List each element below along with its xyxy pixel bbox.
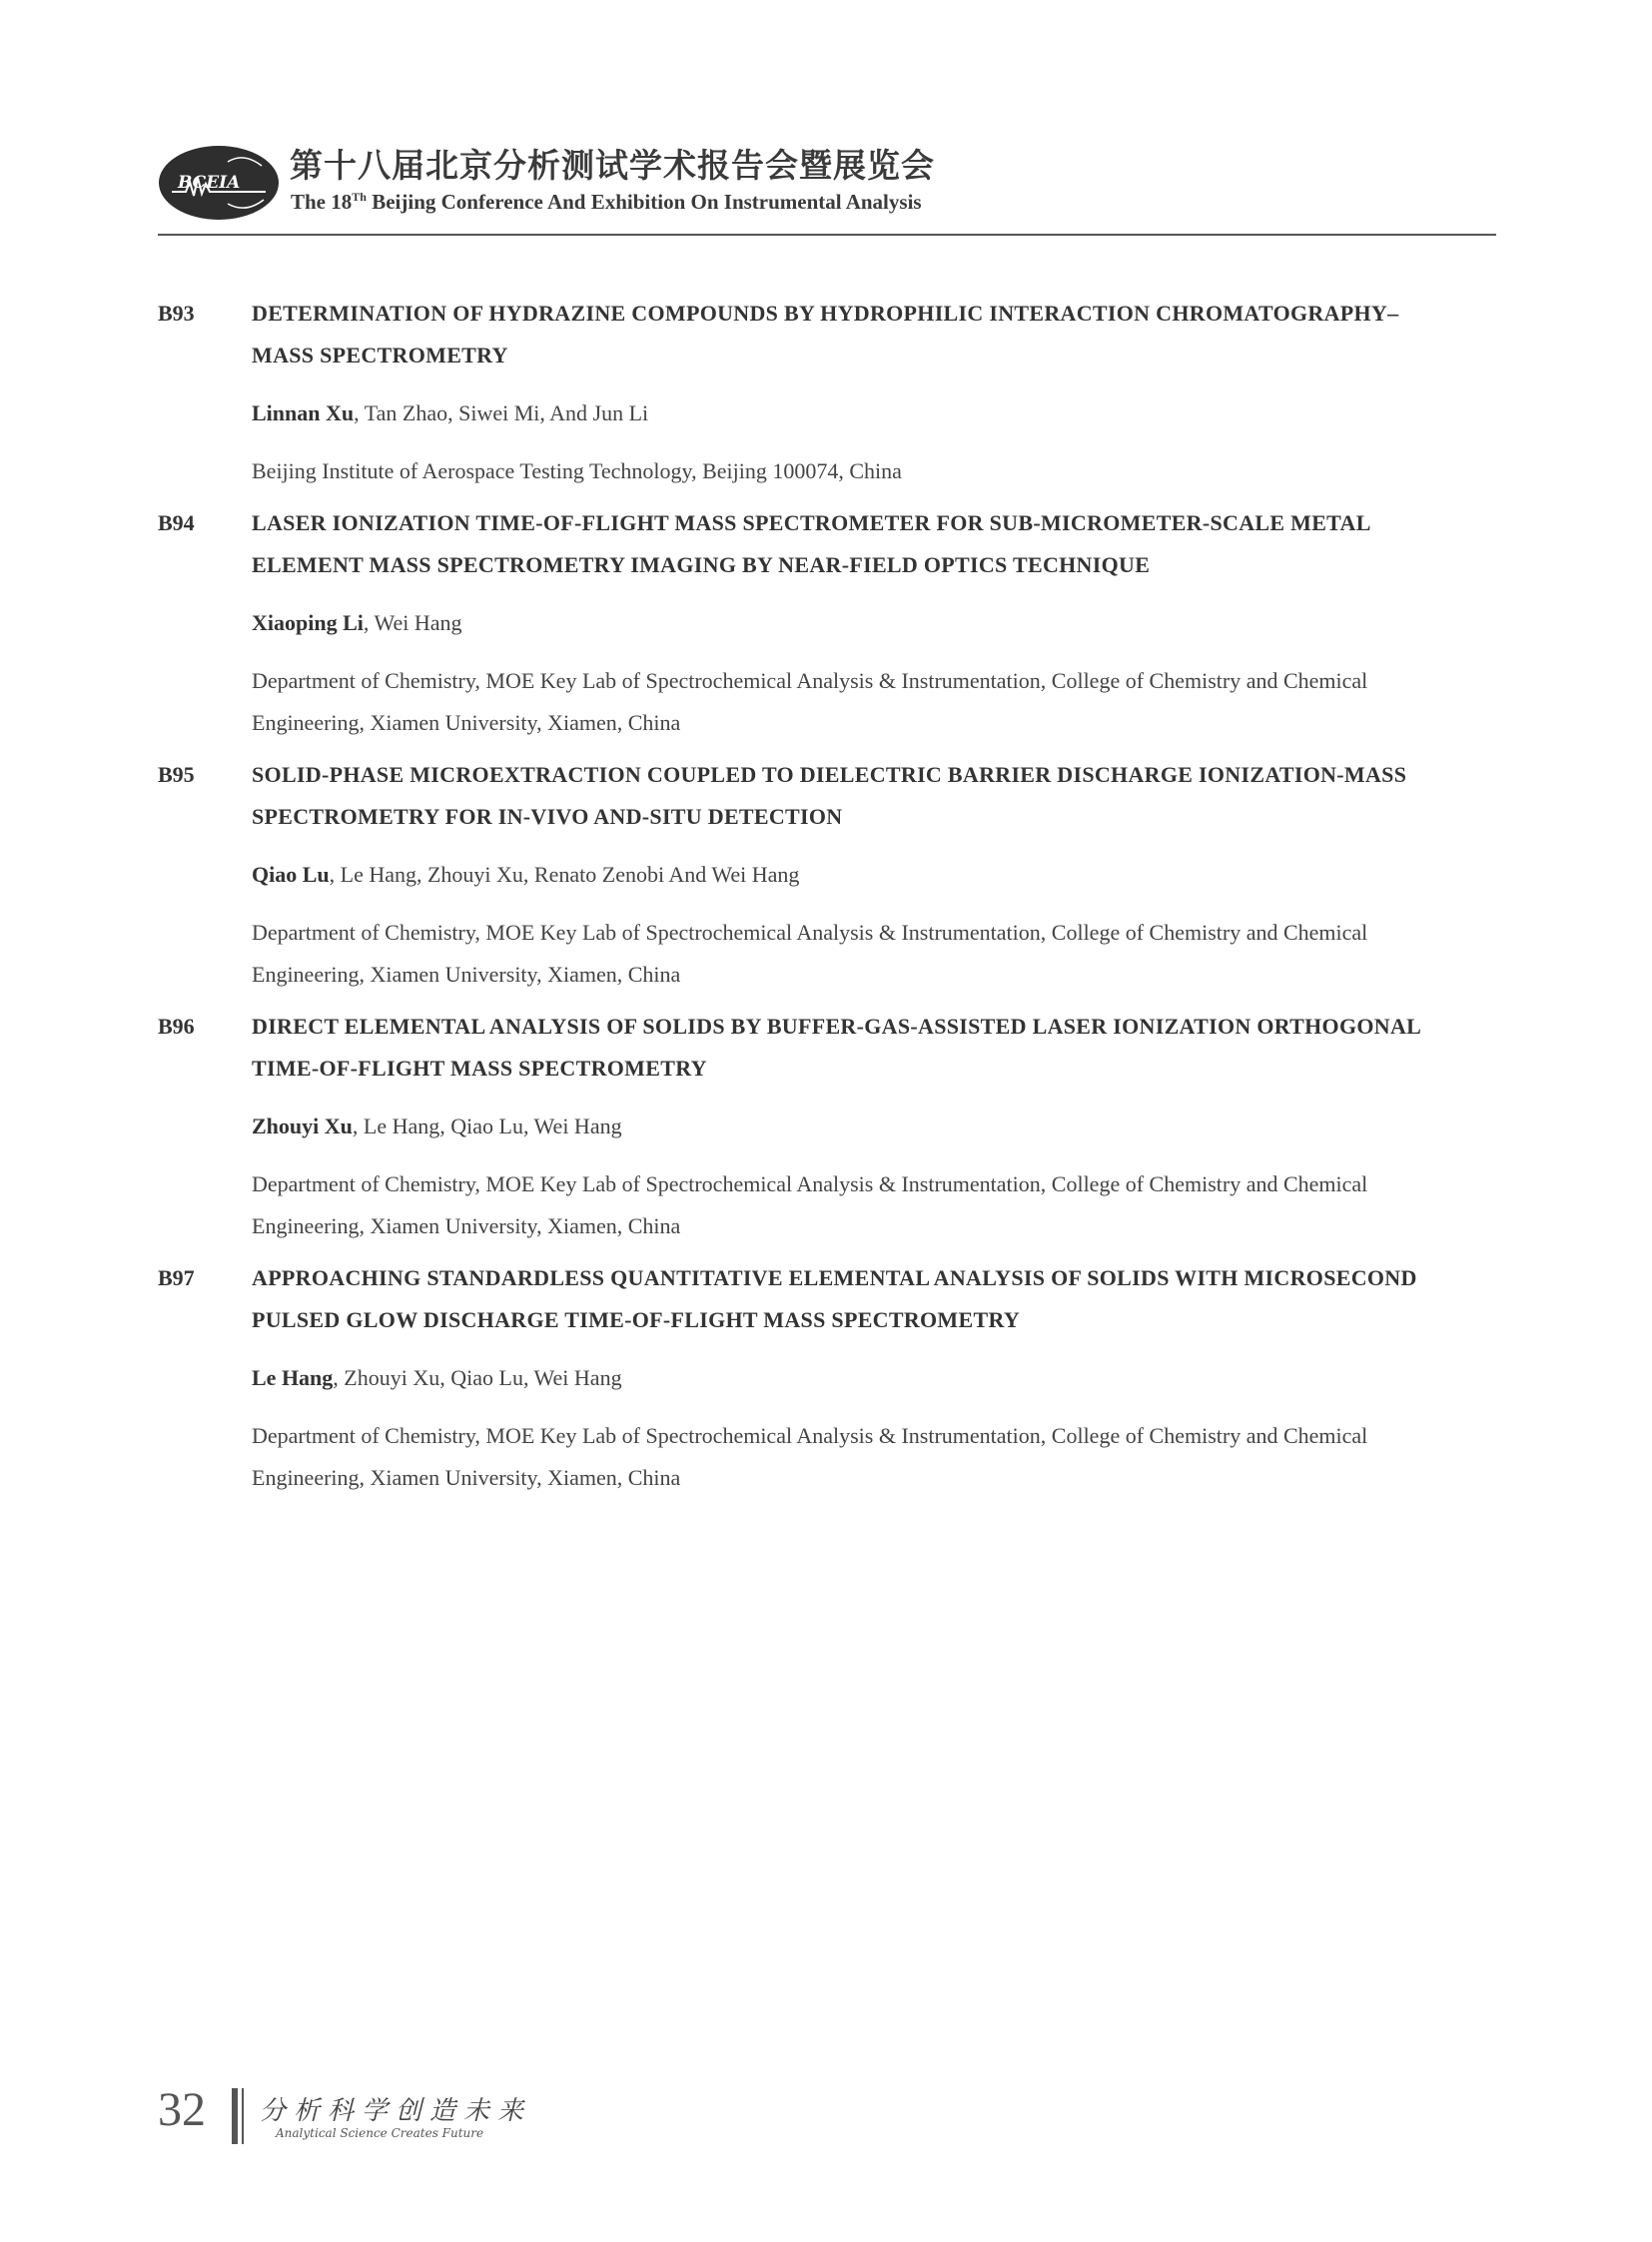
page-header bbox=[158, 130, 1496, 238]
presenting-author: Le Hang bbox=[252, 1365, 334, 1390]
presenting-author: Zhouyi Xu bbox=[252, 1114, 353, 1138]
abstract-code: B95 bbox=[158, 762, 195, 787]
conference-title-en: The 18Th Beijing Conference And Exhibition On Instrumental Analysis bbox=[291, 190, 922, 214]
conference-title-cn: 第十八届北京分析测试学术报告会暨展览会 bbox=[290, 146, 935, 185]
abstract-title: DETERMINATION OF HYDRAZINE COMPOUNDS BY HYDROPHILIC INTERACTION CHROMATOGRAPHY–MASS SPECTROMETRY bbox=[252, 301, 1399, 368]
abstract-title: APPROACHING STANDARDLESS QUANTITATIVE ELEMENTAL ANALYSIS OF SOLIDS WITH MICROSECOND PULSED GLOW DISCHARGE TIME-OF-FLIGHT MASS SPECTROMETRY bbox=[252, 1265, 1417, 1332]
affiliation: Department of Chemistry, MOE Key Lab of Spectrochemical Analysis & Instrumentation, College of Chemistry and Chemical Engineering, Xiamen University, Xiamen, China bbox=[252, 668, 1368, 735]
abstract-code: B94 bbox=[158, 510, 195, 535]
affiliation: Department of Chemistry, MOE Key Lab of Spectrochemical Analysis & Instrumentation, College of Chemistry and Chemical Engineering, Xiamen University, Xiamen, China bbox=[252, 920, 1368, 987]
co-authors: , Tan Zhao, Siwei Mi, And Jun Li bbox=[354, 400, 649, 425]
page-footer bbox=[158, 2082, 757, 2162]
slogan-cn: 分析科学创造未来 bbox=[260, 2096, 532, 2126]
author-list bbox=[252, 854, 1456, 896]
co-authors: , Le Hang, Qiao Lu, Wei Hang bbox=[352, 1114, 622, 1138]
abstract-entry bbox=[158, 502, 1456, 744]
abstract-title: DIRECT ELEMENTAL ANALYSIS OF SOLIDS BY BUFFER-GAS-ASSISTED LASER IONIZATION ORTHOGONAL TIME-OF-FLIGHT MASS SPECTROMETRY bbox=[252, 1014, 1420, 1081]
co-authors: , Le Hang, Zhouyi Xu, Renato Zenobi And Wei Hang bbox=[329, 862, 800, 887]
affiliation: Department of Chemistry, MOE Key Lab of Spectrochemical Analysis & Instrumentation, College of Chemistry and Chemical Engineering, Xiamen University, Xiamen, China bbox=[252, 1423, 1368, 1490]
abstract-code: B96 bbox=[158, 1014, 195, 1039]
bceia-logo bbox=[158, 144, 280, 222]
author-list bbox=[252, 602, 1456, 644]
affiliation: Beijing Institute of Aerospace Testing Technology, Beijing 100074, China bbox=[252, 458, 902, 483]
abstract-title: SOLID-PHASE MICROEXTRACTION COUPLED TO DIELECTRIC BARRIER DISCHARGE IONIZATION-MASS SPECTROMETRY FOR IN-VIVO AND-SITU DETECTION bbox=[252, 762, 1407, 829]
presenting-author: Xiaoping Li bbox=[252, 610, 364, 635]
abstract-code: B97 bbox=[158, 1265, 195, 1290]
abstract-entry bbox=[158, 754, 1456, 996]
abstract-entry bbox=[158, 293, 1456, 492]
co-authors: , Zhouyi Xu, Qiao Lu, Wei Hang bbox=[333, 1365, 622, 1390]
footer-divider-thin bbox=[242, 2088, 244, 2144]
abstract-entry bbox=[158, 1006, 1456, 1247]
slogan-en: Analytical Science Creates Future bbox=[276, 2126, 484, 2140]
presenting-author: Linnan Xu bbox=[252, 400, 355, 425]
author-list bbox=[252, 1106, 1456, 1147]
abstract-code: B93 bbox=[158, 301, 195, 326]
author-list bbox=[252, 392, 1456, 434]
affiliation: Department of Chemistry, MOE Key Lab of Spectrochemical Analysis & Instrumentation, College of Chemistry and Chemical Engineering, Xiamen University, Xiamen, China bbox=[252, 1171, 1368, 1238]
header-divider bbox=[158, 234, 1496, 236]
author-list bbox=[252, 1357, 1456, 1399]
abstract-list bbox=[158, 293, 1456, 1509]
abstract-entry bbox=[158, 1257, 1456, 1499]
co-authors: , Wei Hang bbox=[363, 610, 462, 635]
presenting-author: Qiao Lu bbox=[252, 862, 330, 887]
page-number: 32 bbox=[158, 2083, 206, 2136]
svg-text:BCEIA: BCEIA bbox=[178, 173, 241, 193]
footer-divider bbox=[232, 2088, 238, 2144]
abstract-title: LASER IONIZATION TIME-OF-FLIGHT MASS SPECTROMETER FOR SUB-MICROMETER-SCALE METAL ELEMENT MASS SPECTROMETRY IMAGING BY NEAR-FIELD OPTICS TECHNIQUE bbox=[252, 510, 1370, 577]
